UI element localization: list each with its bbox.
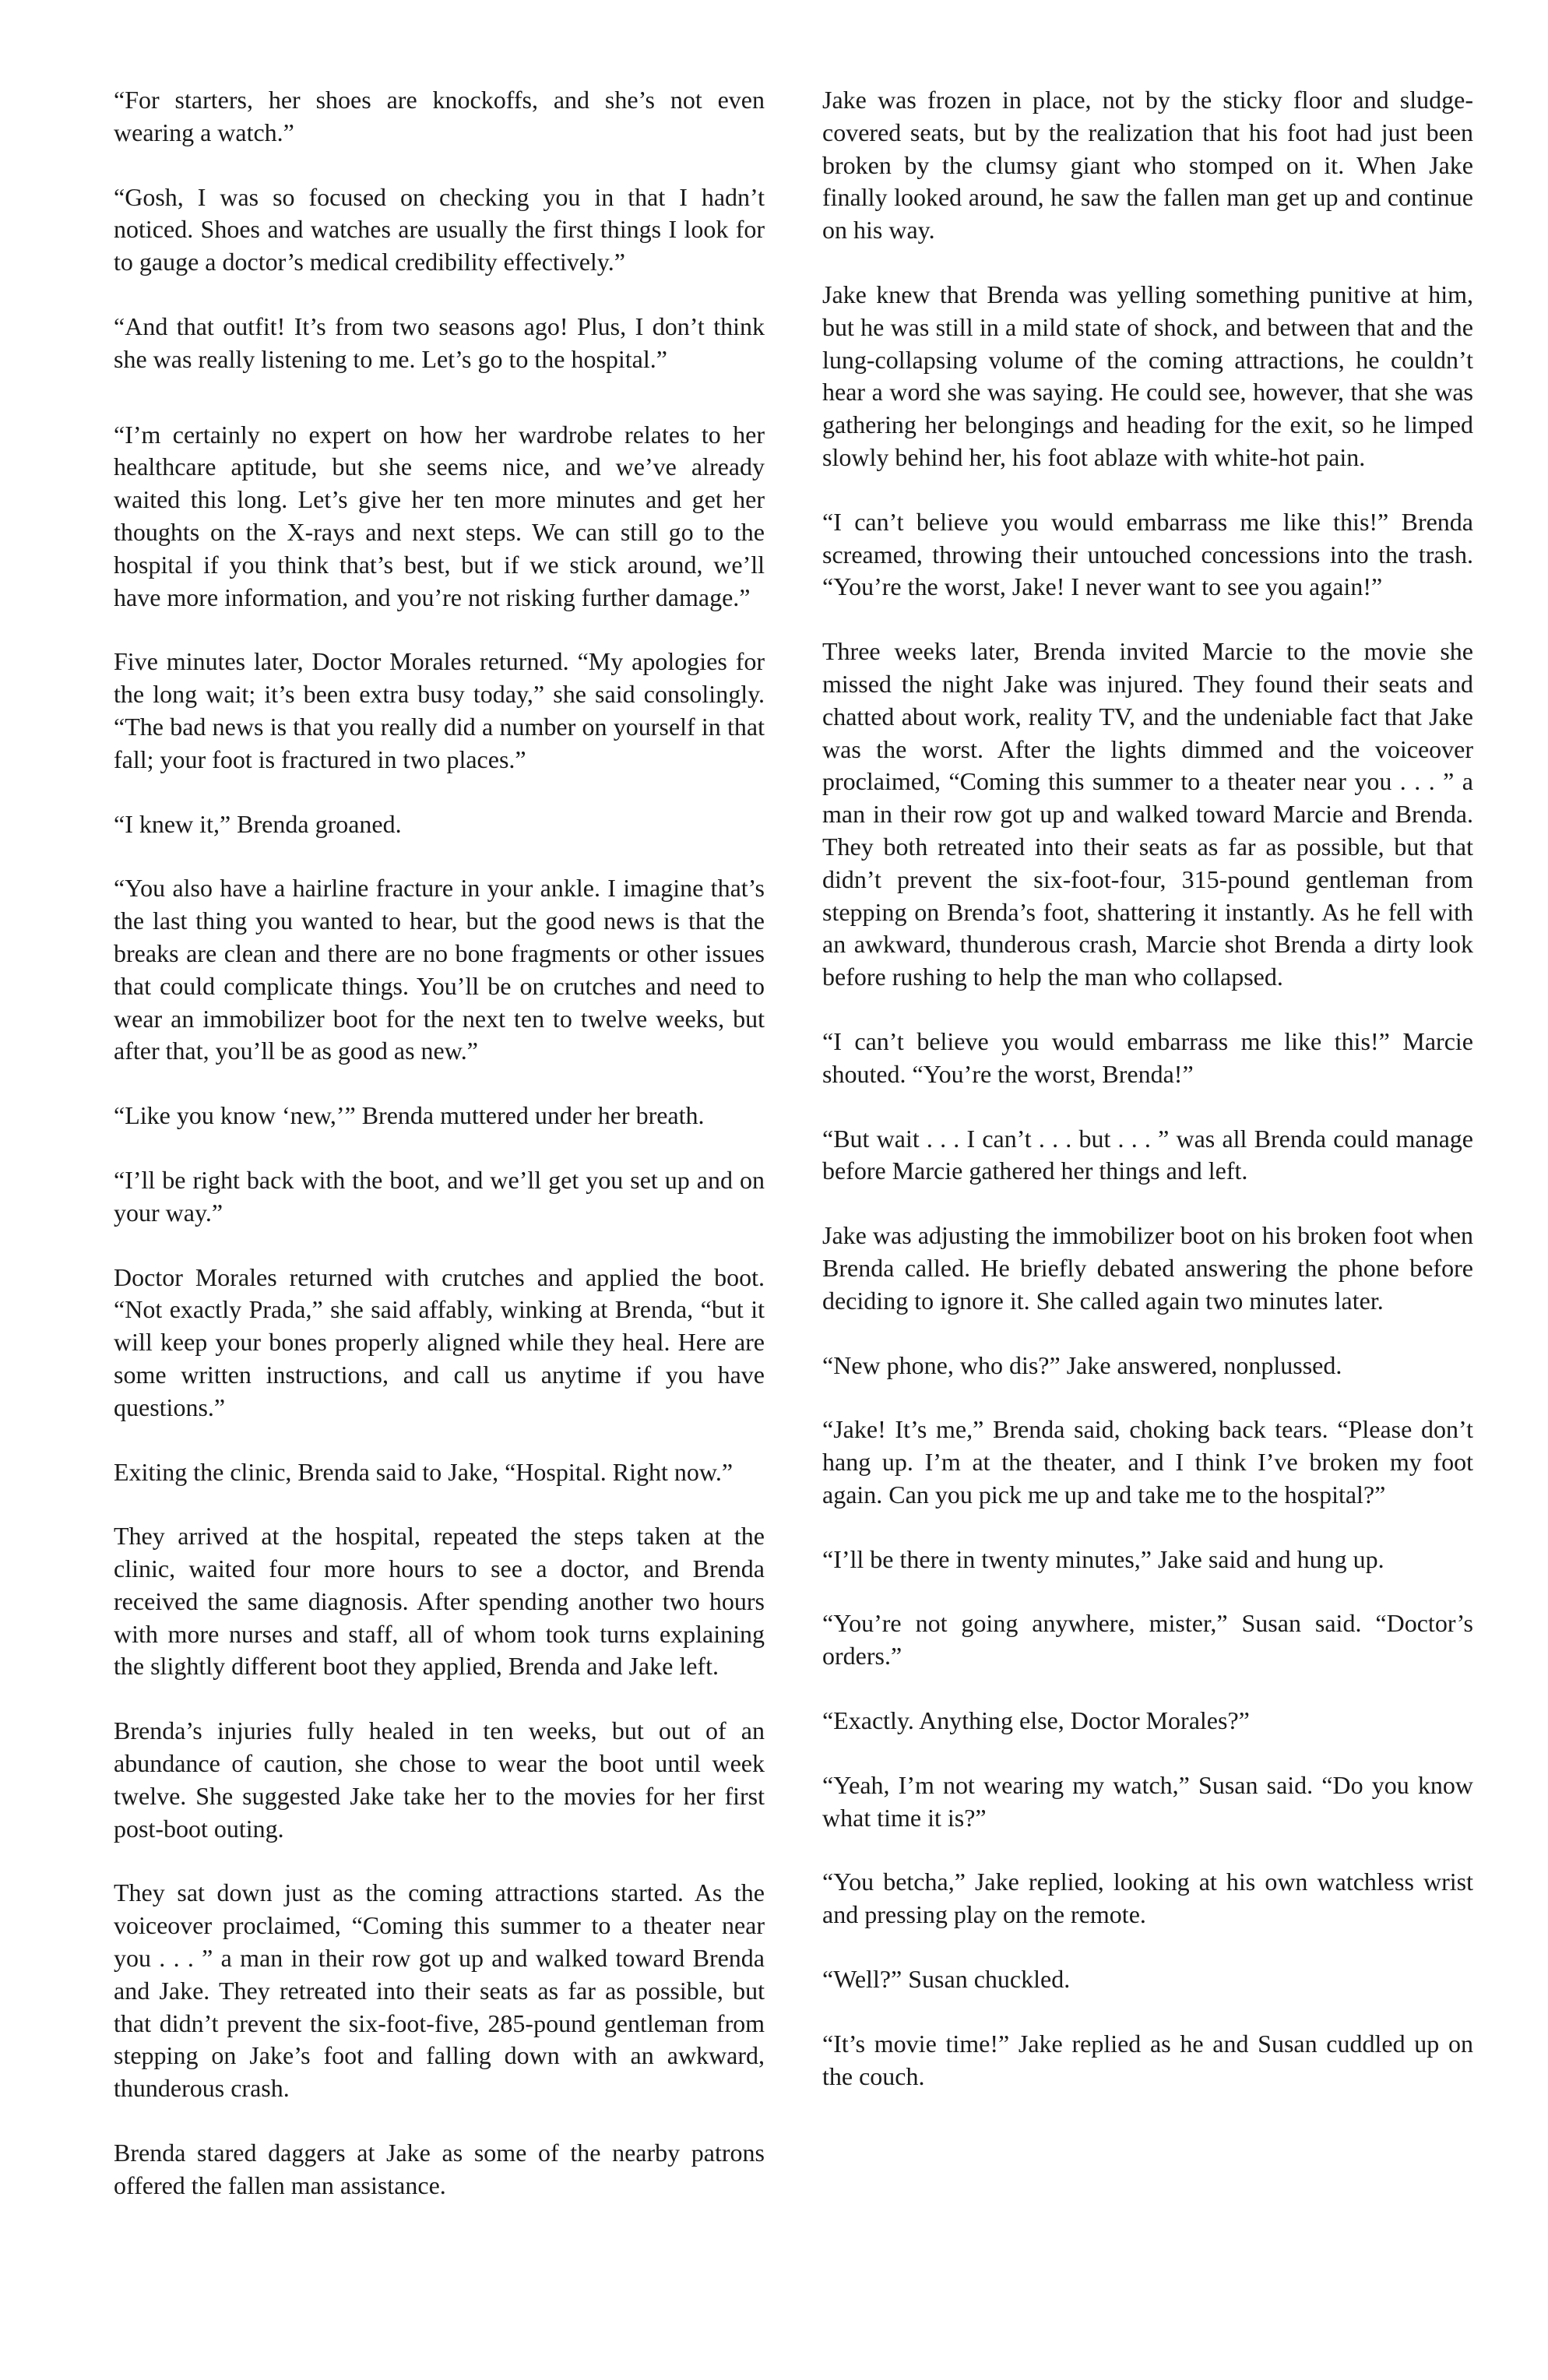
- paragraph: Jake knew that Brenda was yelling something punitive at him, but he was still in a mild state of shock, and between that and the lung-collapsing volume of the coming attractions, he couldn’t hear a word she was saying. He could see, however, that she was gathering her belongings and heading for the exit, so he limped slowly behind her, his foot ablaze with white-hot pain.: [822, 280, 1473, 471]
- paragraph: “Jake! It’s me,” Brenda said, choking back tears. “Please don’t hang up. I’m at the theater, and I think I’ve broken my foot again. Can you pick me up and take me to the hospital?”: [822, 1415, 1473, 1509]
- paragraph: “Like you know ‘new,’” Brenda muttered under her breath.: [114, 1101, 705, 1130]
- paragraph: “You also have a hairline fracture in your ankle. I imagine that’s the last thing you wanted to hear, but the good news is that the breaks are clean and there are no bone fragments or other issues that could complicate things. You’ll be on crutches and need to wear an immobilizer boot for the next ten to twelve weeks, but after that, you’ll be as good as new.”: [114, 874, 765, 1065]
- paragraph: “You betcha,” Jake replied, looking at his own watchless wrist and pressing play on the remote.: [822, 1868, 1473, 1929]
- left-column: [114, 84, 765, 2234]
- paragraph: Doctor Morales returned with crutches and applied the boot. “Not exactly Prada,” she said affably, winking at Brenda, “but it will keep your bones properly aligned while they heal. Here are some written instructions, and call us anytime if you have questions.”: [114, 1262, 765, 1421]
- paragraph: Exiting the clinic, Brenda said to Jake, “Hospital. Right now.”: [114, 1457, 734, 1486]
- paragraph: They arrived at the hospital, repeated the steps taken at the clinic, waited four more hours to see a doctor, and Brenda received the same diagnosis. After spending another two hours with more nurses and staff, all of whom took turns explaining the slightly different boot they applied, Brenda and Jake left.: [114, 1522, 765, 1681]
- paragraph: They sat down just as the coming attractions started. As the voiceover proclaimed, “Coming this summer to a theater near you . . . ” a man in their row got up and walked toward Brenda and Jake. They retreated into their seats as far as possible, but that didn’t prevent the six-foot-five, 285-pound gentleman from stepping on Jake’s foot and falling down with an awkward, thunderous crash.: [114, 1878, 765, 2103]
- paragraph: “Well?” Susan chuckled.: [822, 1965, 1071, 1994]
- paragraph: “And that outfit! It’s from two seasons ago! Plus, I don’t think she was really listening to me. Let’s go to the hospital.”: [114, 312, 765, 373]
- paragraph: “You’re not going anywhere, mister,” Susan said. “Doctor’s orders.”: [822, 1609, 1473, 1671]
- paragraph: “I’ll be right back with the boot, and we’ll get you set up and on your way.”: [114, 1165, 765, 1227]
- paragraph: “I knew it,” Brenda groaned.: [114, 809, 402, 838]
- paragraph: “I can’t believe you would embarrass me like this!” Marcie shouted. “You’re the worst, Brenda!”: [822, 1026, 1473, 1088]
- right-column: [822, 84, 1473, 2125]
- paragraph: “Exactly. Anything else, Doctor Morales?”: [822, 1706, 1250, 1735]
- paragraph: “Gosh, I was so focused on checking you in that I hadn’t noticed. Shoes and watches are usually the first things I look for to gauge a doctor’s medical credibility effectively.”: [114, 182, 765, 276]
- paragraph: Three weeks later, Brenda invited Marcie to the movie she missed the night Jake was injured. They found their seats and chatted about work, reality TV, and the undeniable fact that Jake was the worst. After the lights dimmed and the voiceover proclaimed, “Coming this summer to a theater near you . . . ” a man in their row got up and walked toward Marcie and Brenda. They both retreated into their seats as far as possible, but that didn’t prevent the six-foot-four, 315-pound gentleman from stepping on Brenda’s foot, shattering it instantly. As he fell with an awkward, thunderous crash, Marcie shot Brenda a dirty look before rushing to help the man who collapsed.: [822, 637, 1473, 991]
- paragraph: “I’m certainly no expert on how her wardrobe relates to her healthcare aptitude, but she seems nice, and we’ve already waited this long. Let’s give her ten more minutes and get her thoughts on the X-rays and next steps. We can still go to the hospital if you think that’s best, but if we stick around, we’ll have more information, and you’re not risking further damage.”: [114, 420, 765, 611]
- paragraph: Jake was adjusting the immobilizer boot on his broken foot when Brenda called. He briefly debated answering the phone before deciding to ignore it. She called again two minutes later.: [822, 1221, 1473, 1315]
- paragraph: “For starters, her shoes are knockoffs, and she’s not even wearing a watch.”: [114, 86, 765, 146]
- paragraph: “It’s movie time!” Jake replied as he and Susan cuddled up on the couch.: [822, 2029, 1473, 2090]
- paragraph: Brenda’s injuries fully healed in ten weeks, but out of an abundance of caution, she chose to wear the boot until week twelve. She suggested Jake take her to the movies for her first post-boot outing.: [114, 1716, 765, 1843]
- paragraph: “New phone, who dis?” Jake answered, nonplussed.: [822, 1350, 1342, 1379]
- paragraph: “I’ll be there in twenty minutes,” Jake said and hung up.: [822, 1544, 1384, 1573]
- paragraph: “Yeah, I’m not wearing my watch,” Susan said. “Do you know what time it is?”: [822, 1770, 1473, 1832]
- paragraph: “I can’t believe you would embarrass me like this!” Brenda screamed, throwing their untouched concessions into the trash. “You’re the worst, Jake! I never want to see you again!”: [822, 507, 1473, 601]
- paragraph: “But wait . . . I can’t . . . but . . . ” was all Brenda could manage before Marcie gathered her things and left.: [822, 1124, 1473, 1185]
- paragraph: Brenda stared daggers at Jake as some of the nearby patrons offered the fallen man assistance.: [114, 2139, 765, 2199]
- paragraph: Jake was frozen in place, not by the sticky floor and sludge-covered seats, but by the realization that his foot had just been broken by the clumsy giant who stomped on it. When Jake finally looked around, he saw the fallen man get up and continue on his way.: [822, 86, 1473, 245]
- paragraph: Five minutes later, Doctor Morales returned. “My apologies for the long wait; it’s been extra busy today,” she said consolingly. “The bad news is that you really did a number on yourself in that fall; your foot is fractured in two places.”: [114, 647, 765, 773]
